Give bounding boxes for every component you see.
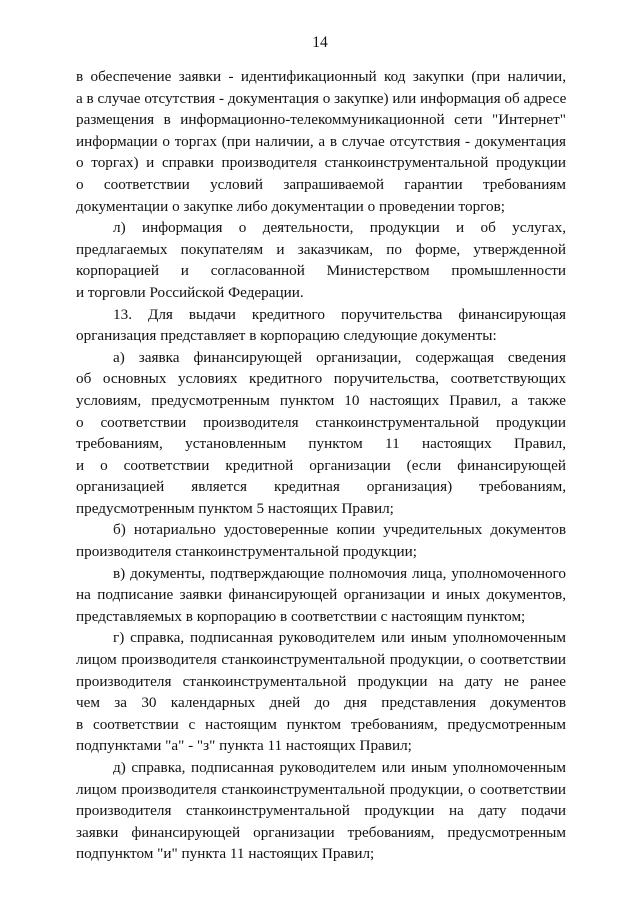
paragraph-para-13	[76, 304, 566, 347]
text-line: предусмотренным пунктом 5 настоящих Правил;	[76, 499, 394, 517]
text-line: об основных условиях кредитного поручительства, соответствующих	[76, 370, 566, 388]
text-line: производителя станкоинструментальной продукции;	[76, 543, 418, 561]
text-line: условиям, предусмотренным пунктом 10 настоящих Правил, а также	[76, 391, 566, 409]
text-line: б) нотариально удостоверенные копии учредительных документов	[113, 521, 566, 539]
text-line: предлагаемых покупателям и заказчикам, по форме, утвержденной	[76, 240, 566, 258]
paragraph-para-k-continued	[76, 66, 566, 217]
text-line: документации о закупке либо документации о проведении торгов;	[76, 197, 506, 215]
text-line: 13. Для выдачи кредитного поручительства финансирующая	[113, 305, 566, 323]
text-line: корпорацией и согласованной Министерством промышленности	[76, 262, 566, 280]
page-number: 14	[312, 34, 328, 51]
text-line: требованиям, установленным пунктом 11 настоящих Правил,	[76, 435, 566, 453]
text-line: чем за 30 календарных дней до дня представления документов	[76, 694, 566, 712]
text-line: и торговли Российской Федерации.	[76, 283, 304, 301]
text-line: организацией является кредитная организация) требованиям,	[76, 478, 566, 496]
text-line: л) информация о деятельности, продукции и об услугах,	[113, 219, 566, 237]
text-line: производителя станкоинструментальной продукции на дату подачи	[76, 802, 566, 820]
text-line: в) документы, подтверждающие полномочия лица, уполномоченного	[113, 564, 566, 582]
text-line: а в случае отсутствия - документация о закупке) или информация об адресе	[76, 89, 566, 107]
text-line: производителя станкоинструментальной продукции на дату не ранее	[76, 672, 566, 690]
document-body	[76, 66, 566, 865]
text-line: г) справка, подписанная руководителем или иным уполномоченным	[113, 629, 566, 647]
paragraph-para-g	[76, 627, 566, 757]
text-line: организация представляет в корпорацию следующие документы:	[76, 327, 497, 345]
text-line: о соответствии производителя станкоинструментальной продукции	[76, 413, 566, 431]
text-line: представляемых в корпорацию в соответствии с настоящим пунктом;	[76, 607, 526, 625]
text-line: о соответствии условий запрашиваемой гарантии требованиям	[76, 175, 566, 193]
paragraph-para-b	[76, 519, 566, 562]
text-line: подпунктами "а" - "з" пункта 11 настоящих Правил;	[76, 737, 412, 755]
text-line: д) справка, подписанная руководителем или иным уполномоченным	[113, 759, 566, 776]
paragraph-para-l	[76, 217, 566, 303]
text-line: в обеспечение заявки - идентификационный код закупки (при наличии,	[76, 68, 566, 85]
text-line: а) заявка финансирующей организации, содержащая сведения	[113, 348, 566, 366]
text-line: информации о торгах (при наличии, а в случае отсутствия - документация	[76, 132, 566, 150]
paragraph-para-d	[76, 757, 566, 865]
text-line: лицом производителя станкоинструментальной продукции, о соответствии	[76, 780, 566, 798]
text-line: в соответствии с настоящим пунктом требованиям, предусмотренным	[76, 715, 566, 733]
text-line: на подписание заявки финансирующей организации и иных документов,	[76, 586, 566, 604]
text-line: о торгах) и справки производителя станкоинструментальной продукции	[76, 154, 566, 172]
text-line: размещения в информационно-телекоммуникационной сети "Интернет"	[76, 111, 566, 129]
text-line: и о соответствии кредитной организации (если финансирующей	[76, 456, 566, 474]
paragraph-para-v	[76, 563, 566, 628]
text-line: подпунктом "и" пункта 11 настоящих Правил;	[76, 845, 375, 863]
text-line: лицом производителя станкоинструментальной продукции, о соответствии	[76, 651, 566, 669]
paragraph-para-a	[76, 347, 566, 520]
text-line: заявки финансирующей организации требованиям, предусмотренным	[76, 823, 566, 841]
